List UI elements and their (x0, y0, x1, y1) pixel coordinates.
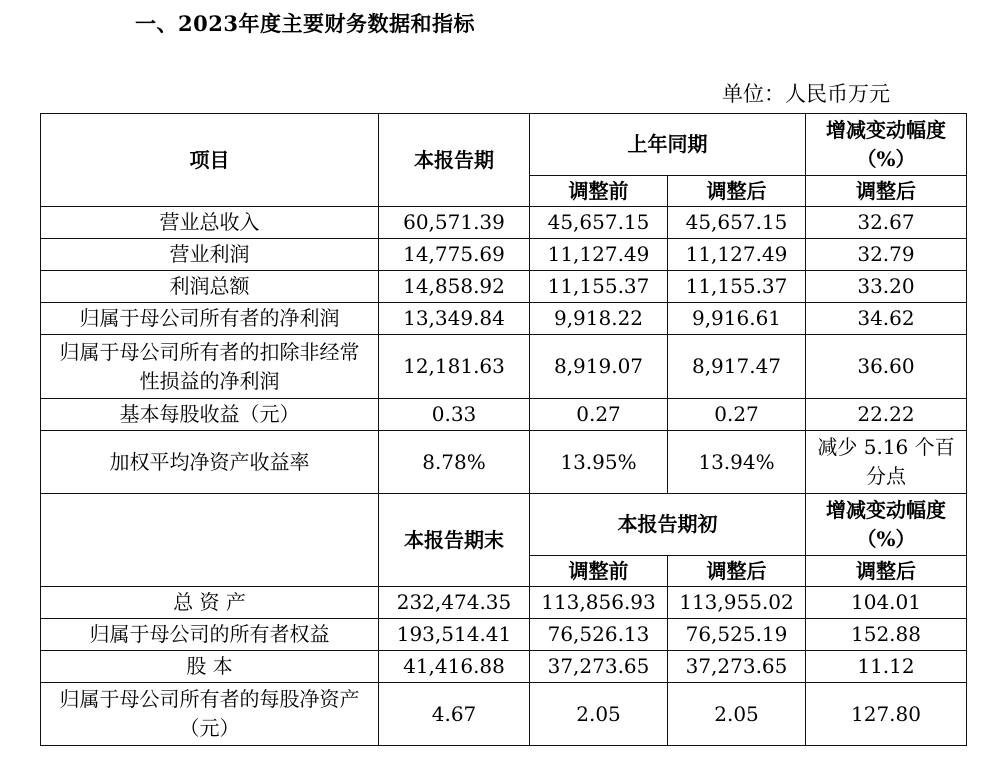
after-value: 11,127.49 (668, 239, 806, 271)
table-row (41, 271, 967, 303)
before-value: 0.27 (530, 399, 668, 431)
header-period-end: 本报告期末 (379, 494, 530, 587)
change-value: 152.88 (806, 619, 967, 651)
row-label: 营业总收入 (41, 207, 379, 239)
before-value: 13.95% (530, 431, 668, 494)
header-after-adjustment: 调整后 (668, 176, 806, 207)
row-label: 加权平均净资产收益率 (41, 431, 379, 494)
change-value: 减少 5.16 个百分点 (806, 431, 967, 494)
before-value: 76,526.13 (530, 619, 668, 651)
unit-label: 单位：人民币万元 (722, 82, 890, 106)
table-row (41, 431, 967, 494)
change-value: 11.12 (806, 651, 967, 683)
table-row (41, 683, 967, 746)
before-value: 11,127.49 (530, 239, 668, 271)
current-value: 14,858.92 (379, 271, 530, 303)
header-empty-cell (41, 494, 379, 587)
after-value: 9,916.61 (668, 303, 806, 335)
before-value: 11,155.37 (530, 271, 668, 303)
change-value: 22.22 (806, 399, 967, 431)
row-label: 利润总额 (41, 271, 379, 303)
header-change: 增减变动幅度（%） (806, 114, 967, 176)
table-row (41, 619, 967, 651)
header-prior-period: 上年同期 (530, 114, 806, 176)
row-label: 总 资 产 (41, 587, 379, 619)
change-value: 34.62 (806, 303, 967, 335)
table-row (41, 335, 967, 399)
header-current-period: 本报告期 (379, 114, 530, 207)
header-row (41, 114, 967, 176)
table-row (41, 303, 967, 335)
after-value: 76,525.19 (668, 619, 806, 651)
change-value: 32.79 (806, 239, 967, 271)
after-value: 13.94% (668, 431, 806, 494)
header-before-adjustment: 调整前 (530, 556, 668, 587)
header-change: 增减变动幅度（%） (806, 494, 967, 556)
row-label: 归属于母公司所有者的每股净资产（元） (41, 683, 379, 746)
change-value: 127.80 (806, 683, 967, 746)
current-value: 13,349.84 (379, 303, 530, 335)
current-value: 193,514.41 (379, 619, 530, 651)
current-value: 4.67 (379, 683, 530, 746)
change-value: 104.01 (806, 587, 967, 619)
header-after-adjustment: 调整后 (668, 556, 806, 587)
current-value: 60,571.39 (379, 207, 530, 239)
row-label: 归属于母公司的所有者权益 (41, 619, 379, 651)
table-row (41, 207, 967, 239)
after-value: 45,657.15 (668, 207, 806, 239)
before-value: 9,918.22 (530, 303, 668, 335)
after-value: 113,955.02 (668, 587, 806, 619)
change-value: 33.20 (806, 271, 967, 303)
header-before-adjustment: 调整前 (530, 176, 668, 207)
before-value: 37,273.65 (530, 651, 668, 683)
before-value: 113,856.93 (530, 587, 668, 619)
table-row (41, 239, 967, 271)
header-change-after-adjustment: 调整后 (806, 176, 967, 207)
table-row (41, 587, 967, 619)
current-value: 14,775.69 (379, 239, 530, 271)
after-value: 0.27 (668, 399, 806, 431)
current-value: 0.33 (379, 399, 530, 431)
before-value: 8,919.07 (530, 335, 668, 399)
header-row (41, 494, 967, 556)
row-label: 基本每股收益（元） (41, 399, 379, 431)
after-value: 8,917.47 (668, 335, 806, 399)
current-value: 8.78% (379, 431, 530, 494)
header-period-start: 本报告期初 (530, 494, 806, 556)
row-label: 营业利润 (41, 239, 379, 271)
change-value: 32.67 (806, 207, 967, 239)
change-value: 36.60 (806, 335, 967, 399)
table-row (41, 399, 967, 431)
after-value: 11,155.37 (668, 271, 806, 303)
current-value: 12,181.63 (379, 335, 530, 399)
after-value: 37,273.65 (668, 651, 806, 683)
header-item: 项目 (41, 114, 379, 207)
before-value: 45,657.15 (530, 207, 668, 239)
row-label: 股 本 (41, 651, 379, 683)
financial-data-table (40, 113, 967, 746)
section-heading: 一、2023年度主要财务数据和指标 (135, 11, 475, 36)
before-value: 2.05 (530, 683, 668, 746)
header-change-after-adjustment: 调整后 (806, 556, 967, 587)
current-value: 232,474.35 (379, 587, 530, 619)
current-value: 41,416.88 (379, 651, 530, 683)
after-value: 2.05 (668, 683, 806, 746)
table-row (41, 651, 967, 683)
row-label: 归属于母公司所有者的扣除非经常性损益的净利润 (41, 335, 379, 399)
row-label: 归属于母公司所有者的净利润 (41, 303, 379, 335)
